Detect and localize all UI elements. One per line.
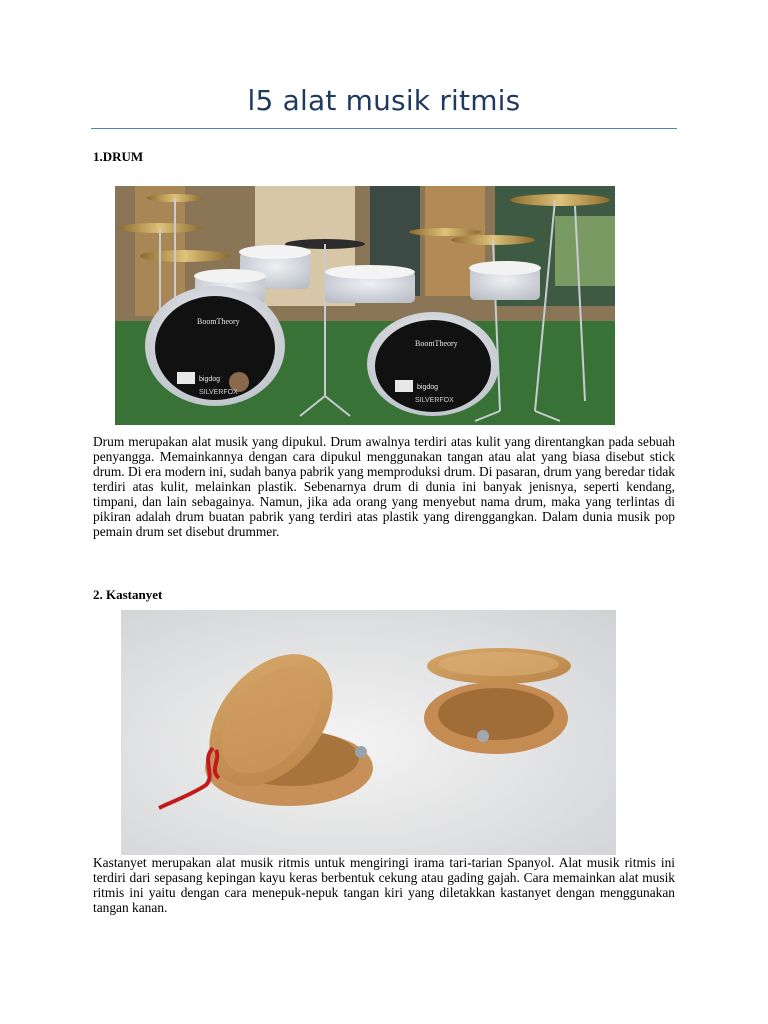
kick-model-right: SILVERFOX bbox=[415, 397, 454, 404]
section-heading-drum: 1.DRUM bbox=[93, 149, 144, 164]
page-title: l5 alat musik ritmis bbox=[247, 84, 521, 117]
drum-set-photo bbox=[115, 186, 615, 425]
kick-sticker-right: bigdog bbox=[417, 384, 439, 391]
section-heading-kastanyet: 2. Kastanyet bbox=[93, 587, 163, 602]
drum-paragraph: Drum merupakan alat musik yang dipukul. Drum awalnya terdiri atas kulit yang direntangkan pada sebuah penyangga. Memainkannya dengan cara dipukul menggunakan tangan atau alat yang biasa disebut stick drum. Di era modern ini, sudah banya pabrik yang memproduksi drum. Di pasaran, drum yang beredar tidak terdiri atas kulit, melainkan plastik. Sebenarnya drum di dunia ini banyak jenisnya, seperti kendang, timpani, dan lain sebagainya. Namun, jika ada orang yang menyebut nama drum, maka yang terlintas di pikiran adalah drum buatan pabrik yang terdiri atas plastik yang direnggangkan. Dalam dunia musik pop pemain drum set disebut drummer. bbox=[93, 434, 675, 539]
kick-brand-left: BoomTheory bbox=[197, 317, 240, 326]
kastanyet-paragraph: Kastanyet merupakan alat musik ritmis untuk mengiringi irama tari-tarian Spanyol. Alat musik ritmis ini terdiri dari sepasang kepingan kayu keras berbentuk cekung atau gading gajah. Cara memainkan alat musik ritmis ini yaitu dengan cara menepuk-nepuk tangan kiri yang diletakkan kastanyet dengan menggunakan tangan kanan. bbox=[93, 855, 675, 915]
kick-model-left: SILVERFOX bbox=[199, 389, 238, 396]
kick-sticker-left: bigdog bbox=[199, 376, 221, 383]
title-rule bbox=[91, 128, 677, 129]
castanets-photo bbox=[121, 610, 616, 855]
kick-brand-right: BoomTheory bbox=[415, 339, 458, 348]
